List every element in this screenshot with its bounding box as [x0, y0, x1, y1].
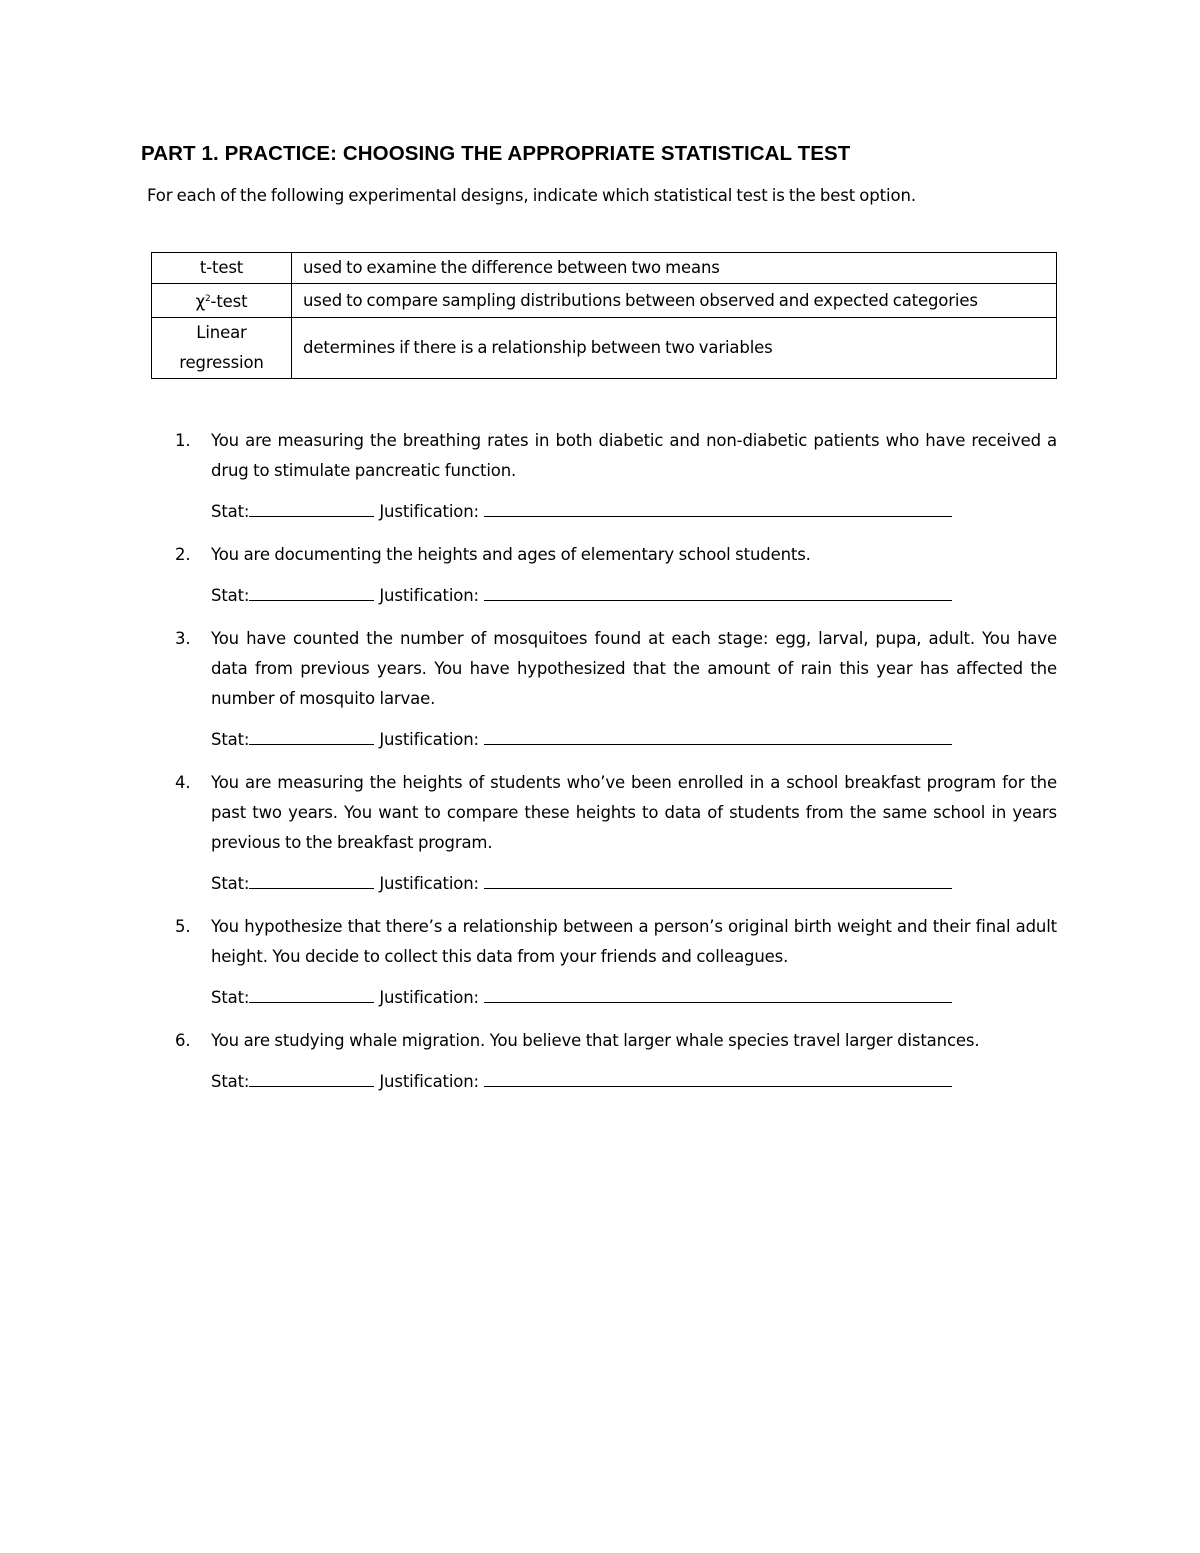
- answer-line: [211, 725, 1200, 755]
- justification-blank[interactable]: [484, 870, 952, 889]
- question-item: [0, 540, 1200, 611]
- test-name: [152, 284, 292, 318]
- answer-line: [211, 581, 1200, 611]
- question-number: 2.: [175, 545, 191, 564]
- answer-line: [211, 869, 1200, 899]
- stat-blank[interactable]: [249, 726, 374, 745]
- answer-line: [211, 1067, 1200, 1097]
- table-row: [152, 318, 1057, 379]
- question-item: [0, 1026, 1200, 1097]
- test-name-line1: Linear: [196, 323, 247, 342]
- stat-blank[interactable]: [249, 870, 374, 889]
- answer-line: [211, 497, 1200, 527]
- question-number: 4.: [175, 773, 191, 792]
- justification-label: Justification:: [379, 502, 479, 521]
- question-text: You are measuring the heights of students who’ve been enrolled in a school breakfast program for the past two years. You want to compare these heights to data of students from the same school in years previous to the breakfast program.: [211, 773, 1057, 852]
- test-name-suffix: -test: [210, 292, 248, 311]
- justification-blank[interactable]: [484, 582, 952, 601]
- test-name-prefix: χ: [195, 292, 205, 311]
- stat-label: Stat:: [211, 502, 250, 521]
- test-description: used to examine the difference between two means: [292, 253, 1057, 284]
- justification-blank[interactable]: [484, 984, 952, 1003]
- question-number: 5.: [175, 917, 191, 936]
- justification-label: Justification:: [379, 988, 479, 1007]
- test-name: t-test: [152, 253, 292, 284]
- answer-line: [211, 983, 1200, 1013]
- stat-blank[interactable]: [249, 582, 374, 601]
- stat-label: Stat:: [211, 730, 250, 749]
- question-number: 1.: [175, 431, 191, 450]
- test-description: determines if there is a relationship between two variables: [292, 318, 1057, 379]
- question-item: [0, 768, 1200, 899]
- justification-blank[interactable]: [484, 1068, 952, 1087]
- question-number: 6.: [175, 1031, 191, 1050]
- statistical-tests-reference-table: [151, 252, 1057, 379]
- stat-blank[interactable]: [249, 984, 374, 1003]
- test-description: used to compare sampling distributions between observed and expected categories: [292, 284, 1057, 318]
- question-item: [0, 624, 1200, 755]
- justification-label: Justification:: [379, 1072, 479, 1091]
- question-item: [0, 426, 1200, 527]
- table-row: [152, 253, 1057, 284]
- question-number: 3.: [175, 629, 191, 648]
- justification-label: Justification:: [379, 874, 479, 893]
- justification-blank[interactable]: [484, 726, 952, 745]
- question-text: You hypothesize that there’s a relationship between a person’s original birth weight and their final adult height. You decide to collect this data from your friends and colleagues.: [211, 917, 1057, 966]
- table-row: [152, 284, 1057, 318]
- question-item: [0, 912, 1200, 1013]
- stat-label: Stat:: [211, 586, 250, 605]
- test-name-superscript: 2: [204, 294, 211, 304]
- question-text: You are studying whale migration. You believe that larger whale species travel larger distances.: [211, 1031, 980, 1050]
- question-text: You have counted the number of mosquitoes found at each stage: egg, larval, pupa, adult. You have data from previous years. You have hypothesized that the amount of rain this year has affected the number of mosquito larvae.: [211, 629, 1057, 708]
- test-name: [152, 318, 292, 379]
- question-text: You are documenting the heights and ages of elementary school students.: [211, 545, 811, 564]
- stat-label: Stat:: [211, 988, 250, 1007]
- stat-blank[interactable]: [249, 498, 374, 517]
- question-text: You are measuring the breathing rates in both diabetic and non-diabetic patients who have received a drug to stimulate pancreatic function.: [211, 431, 1057, 480]
- stat-label: Stat:: [211, 874, 250, 893]
- stat-label: Stat:: [211, 1072, 250, 1091]
- question-list: [0, 426, 1200, 1110]
- justification-blank[interactable]: [484, 498, 952, 517]
- justification-label: Justification:: [379, 586, 479, 605]
- stat-blank[interactable]: [249, 1068, 374, 1087]
- instructions: For each of the following experimental designs, indicate which statistical test is the best option.: [147, 186, 916, 205]
- page-title: PART 1. PRACTICE: CHOOSING THE APPROPRIATE STATISTICAL TEST: [141, 142, 851, 165]
- justification-label: Justification:: [379, 730, 479, 749]
- test-name-line2: regression: [179, 353, 264, 372]
